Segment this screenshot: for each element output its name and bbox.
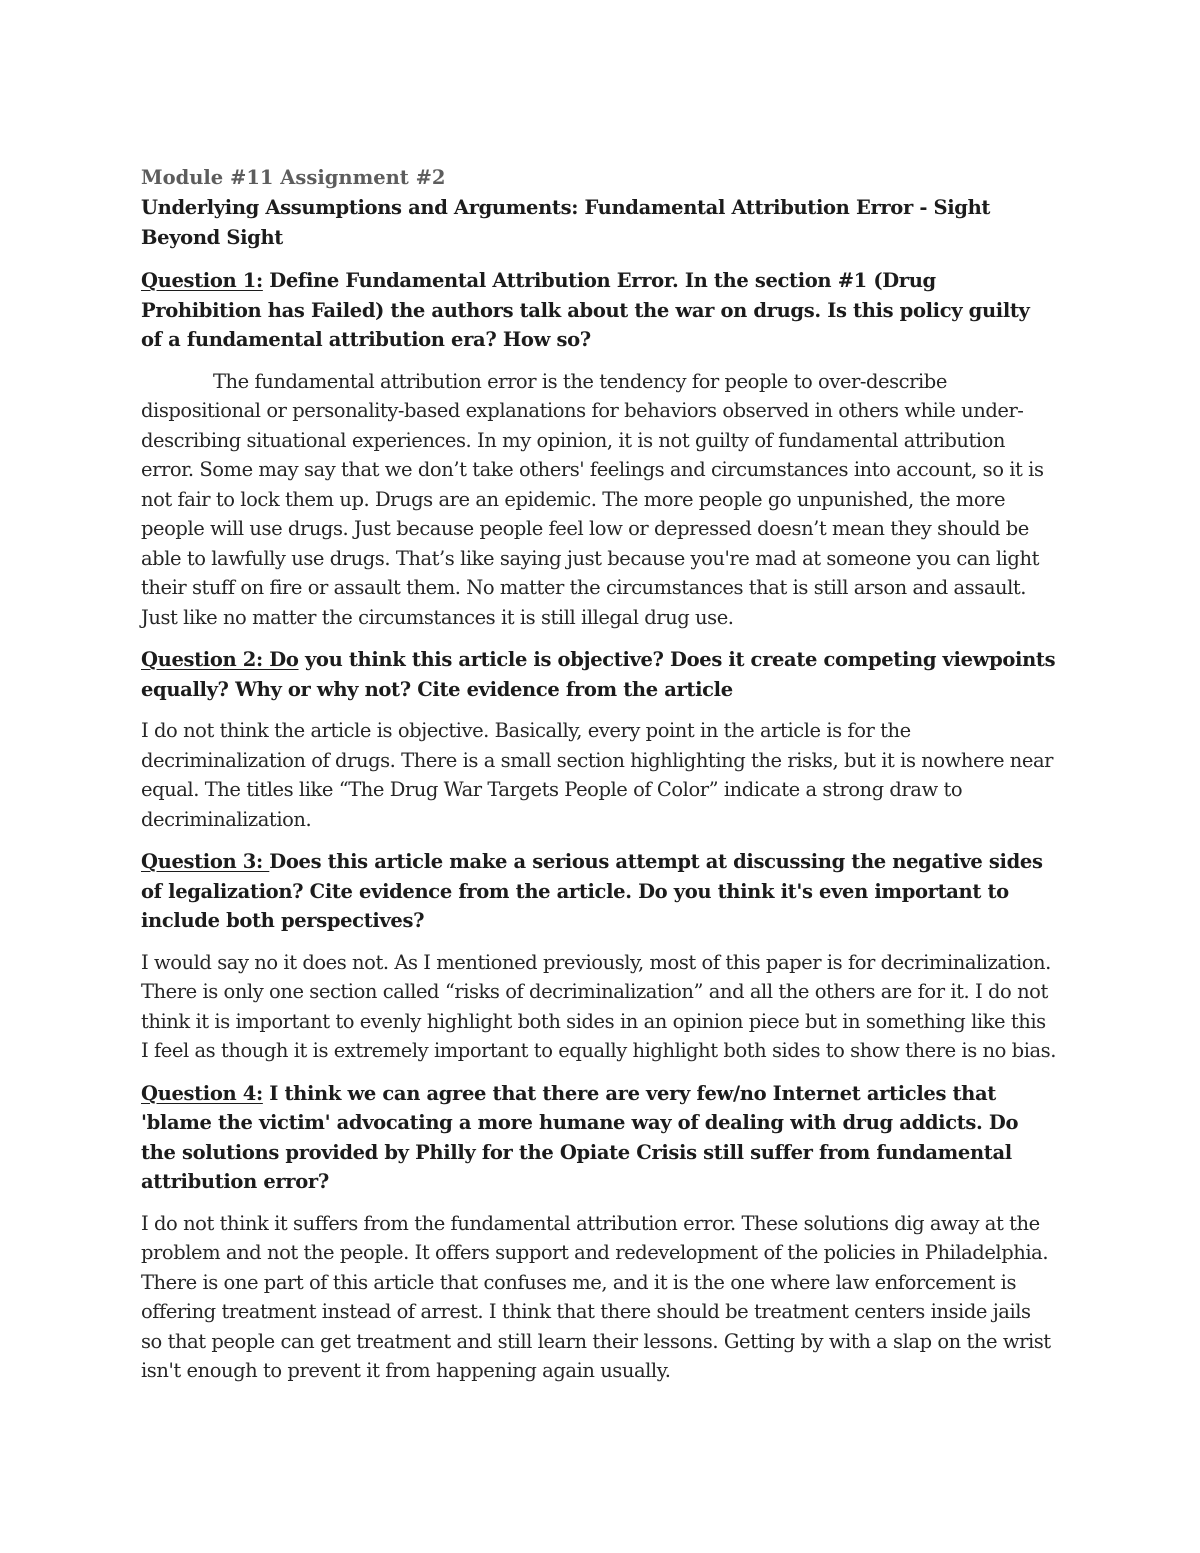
- document-page: [141, 163, 1056, 1399]
- question-3-label: Question 3:: [141, 850, 270, 873]
- question-2: [141, 645, 1056, 704]
- question-1-label: Question 1:: [141, 269, 263, 292]
- answer-2: I do not think the article is objective. Basically, every point in the article is for the decriminalization of drugs. There is a small section highlighting the risks, but it is nowhere near equal. The titles like “The Drug War Targets People of Color” indicate a strong draw to decriminalization.: [141, 719, 1054, 831]
- question-4-text: I think we can agree that there are very few/no Internet articles that 'blame the victim' advocating a more humane way of dealing with drug addicts. Do the solutions provided by Philly for the Opiate Crisis still suffer from fundamental attribution error?: [141, 1081, 1019, 1193]
- answer-1: The fundamental attribution error is the tendency for people to over-describe dispositional or personality-based explanations for behaviors observed in others while under-describing situational experiences. In my opinion, it is not guilty of fundamental attribution error. Some may say that we don’t take others' feelings and circumstances into account, so it is not fair to lock them up. Drugs are an epidemic. The more people go unpunished, the more people will use drugs. Just because people feel low or depressed doesn’t mean they should be able to lawfully use drugs. That’s like saying just because you're mad at someone you can light their stuff on fire or assault them. No matter the circumstances that is still arson and assault. Just like no matter the circumstances it is still illegal drug use.: [141, 369, 1044, 629]
- question-2-label: Question 2: Do: [141, 648, 299, 671]
- document-title: Underlying Assumptions and Arguments: Fundamental Attribution Error - Sight Beyond Sight: [141, 196, 991, 249]
- question-4-label: Question 4:: [141, 1081, 263, 1105]
- question-1: [141, 266, 1056, 355]
- question-2-text: you think this article is objective? Does it create competing viewpoints equally? Why or why not? Cite evidence from the article: [141, 648, 1056, 701]
- question-1-text: Define Fundamental Attribution Error. In the section #1 (Drug Prohibition has Failed) the authors talk about the war on drugs. Is this policy guilty of a fundamental attribution era? How so?: [141, 269, 1030, 351]
- answer-3: I would say no it does not. As I mentioned previously, most of this paper is for decriminalization. There is only one section called “risks of decriminalization” and all the others are for it. I do not think it is important to evenly highlight both sides in an opinion piece but in something like this I feel as though it is extremely important to equally highlight both sides to show there is no bias.: [141, 950, 1056, 1062]
- answer-4: I do not think it suffers from the fundamental attribution error. These solutions dig away at the problem and not the people. It offers support and redevelopment of the policies in Philadelphia. There is one part of this article that confuses me, and it is the one where law enforcement is offering treatment instead of arrest. I think that there should be treatment centers inside jails so that people can get treatment and still learn their lessons. Getting by with a slap on the wrist isn't enough to prevent it from happening again usually.: [141, 1211, 1051, 1382]
- question-4: [141, 1079, 1056, 1197]
- module-title: Module #11 Assignment #2: [141, 166, 446, 189]
- question-3: [141, 847, 1056, 936]
- question-3-text: Does this article make a serious attempt at discussing the negative sides of legalization? Cite evidence from the article. Do you think it's even important to include both perspectives?: [141, 850, 1043, 932]
